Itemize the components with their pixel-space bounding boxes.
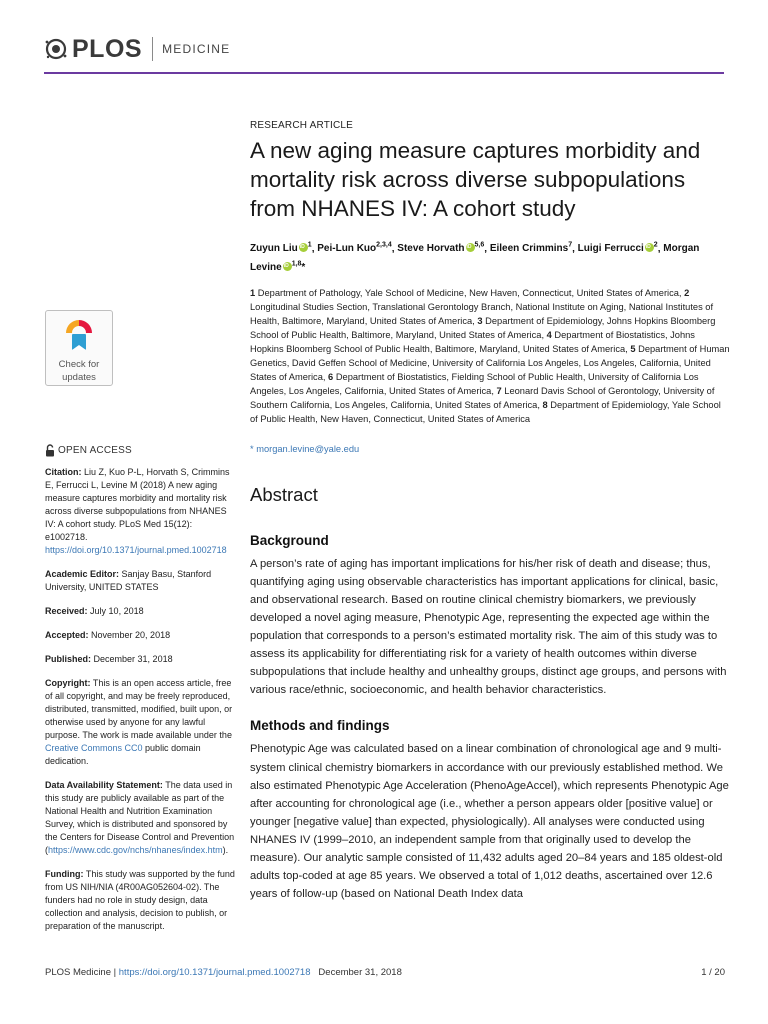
author[interactable]	[250, 243, 312, 254]
affiliation-number: 5	[630, 343, 639, 354]
cc0-link[interactable]: Creative Commons CC0	[45, 743, 143, 753]
affiliation-text: Department of Biostatistics, Johns Hopkins Bloomberg School of Public Health, Baltimore, Maryland, United States of America,	[250, 329, 695, 354]
affiliation-text: Department of Pathology, Yale School of Medicine, New Haven, Connecticut, United States of America,	[257, 287, 682, 298]
orcid-icon[interactable]	[645, 243, 654, 252]
author-affiliation-sup: 1,8	[291, 260, 302, 268]
nhanes-link[interactable]: https://www.cdc.gov/nchs/nhanes/index.htm	[48, 845, 223, 855]
article-main	[250, 120, 730, 903]
article-info-sidebar	[45, 466, 237, 944]
published-block	[45, 653, 237, 666]
abstract-heading: Abstract	[250, 483, 318, 505]
author-list: Zuyun LiuiD $^1$, Pei-Lun Kuo$^{2,3,4}$, Steve HorvathiD $^{5,6}$, Eileen Crimmins$^7$, Luigi FerrucciiD $^2$, Morgan LevineiD $^{1,8}$*	[250, 238, 730, 275]
affiliation-text: Department of Epidemiology, Johns Hopkins Bloomberg School of Public Health, Baltimore, Maryland, United States of America,	[250, 315, 716, 340]
crossmark-icon	[64, 318, 94, 352]
methods-heading: Methods and findings	[250, 718, 390, 734]
author-name: Morgan Levine	[250, 243, 700, 273]
footer-doi-link[interactable]: https://doi.org/10.1371/journal.pmed.1002718	[118, 967, 311, 978]
author-name: Luigi Ferrucci	[577, 243, 644, 255]
plos-logo-icon	[44, 37, 68, 61]
page-number: 1 / 20	[701, 967, 725, 978]
funding-label: Funding:	[45, 869, 84, 879]
data-availability-tail: ).	[222, 845, 229, 855]
author-affiliation-sup: 7	[568, 242, 573, 249]
data-availability-label: Data Availability Statement:	[45, 780, 163, 790]
editor-label: Academic Editor:	[45, 569, 120, 579]
copyright-label: Copyright:	[45, 678, 91, 688]
accepted-block	[45, 629, 237, 642]
accepted-date: November 20, 2018	[91, 630, 171, 640]
affiliation-number: 2	[684, 287, 690, 298]
affiliation-text: Department of Biostatistics, Fielding School of Public Health, University of California Los Angeles, Los Angeles, California, United States of America,	[250, 371, 699, 396]
affiliation-number: 4	[546, 329, 555, 340]
article-type: RESEARCH ARTICLE	[250, 120, 354, 131]
author-affiliation-sup: 2	[653, 242, 658, 249]
accepted-label: Accepted:	[45, 630, 89, 640]
received-label: Received:	[45, 606, 88, 616]
check-for-updates-badge[interactable]	[45, 310, 113, 386]
citation-text: Liu Z, Kuo P-L, Horvath S, Crimmins E, Ferrucci L, Levine M (2018) A new aging measure captures morbidity and mortality risk across diverse subpopulations from NHANES IV: A cohort study. PLoS Med 15(12): e1002718.	[45, 467, 230, 542]
copyright-text: This is an open access article, free of all copyright, and may be freely reproduced, distributed, transmitted, modified, built upon, or otherwise used by anyone for any lawful purpose. The work is made available under the	[45, 678, 233, 740]
footer-date: December 31, 2018	[318, 967, 402, 978]
editor-block	[45, 568, 237, 594]
affiliation-number: 3	[477, 315, 486, 326]
open-access-badge	[45, 444, 132, 457]
affiliation-text: Leonard Davis School of Gerontology, University of Southern California, Los Angeles, California, United States of America,	[250, 385, 715, 410]
data-availability-block	[45, 779, 237, 857]
author-name: Zuyun Liu	[250, 243, 298, 255]
received-date: July 10, 2018	[90, 606, 144, 616]
corresponding-mark: *	[301, 261, 306, 273]
orcid-icon[interactable]	[283, 262, 292, 271]
crossmark-line1: Check for	[58, 359, 100, 370]
funding-block	[45, 868, 237, 933]
author[interactable]	[397, 243, 484, 254]
background-text: A person’s rate of aging has important implications for his/her risk of death and disease; thus, quantifying aging using observable characteristics has important applications for clinical, basic, and observational research. Based on routine clinical chemistry biomarkers, we previously developed a novel aging measure, Phenotypic Age, representing the expected age within the population that corresponds to a person’s estimated mortality risk. The aim of this study was to assess its applicability for differentiating risk for a variety of health outcomes within diverse subpopulations that include healthy and unhealthy groups, distinct age groups, and persons with various race/ethnic, socioeconomic, and health behavior characteristics.	[250, 557, 727, 697]
citation-block	[45, 466, 237, 557]
published-date: December 31, 2018	[93, 654, 173, 664]
affiliation-number: 8	[542, 399, 551, 410]
funding-text: This study was supported by the fund from US NIH/NIA (4R00AG052604-02). The funders had no role in study design, data collection and analysis, decision to publish, or preparation of the manuscript.	[45, 869, 235, 931]
crossmark-line2: updates	[62, 372, 96, 383]
citation-label: Citation:	[45, 467, 82, 477]
copyright-tail: public domain dedication.	[45, 743, 201, 766]
brand-name: PLOS	[72, 34, 143, 63]
footer-journal: PLOS Medicine |	[45, 967, 117, 978]
affiliation-text: Longitudinal Studies Section, Translational Gerontology Branch, National Institute on Aging, National Institutes of Health, Baltimore, Maryland, United States of America,	[250, 301, 714, 326]
editor-text: Sanjay Basu, Stanford University, UNITED STATES	[45, 569, 212, 592]
received-block	[45, 605, 237, 618]
journal-name: MEDICINE	[162, 42, 231, 56]
author[interactable]	[578, 243, 658, 254]
author-name: Steve Horvath	[397, 243, 465, 255]
plos-medicine-logo	[44, 34, 230, 64]
author-name: Pei-Lun Kuo	[317, 243, 377, 255]
header-rule	[44, 72, 724, 74]
methods-text: Phenotypic Age was calculated based on a linear combination of chronological age and 9 multi-system clinical chemistry biomarkers in accordance with our previously established method. We also estimated Phenotypic Age Acceleration (PhenoAgeAccel), which represents Phenotypic Age after accounting for chronological age (i.e., whether a person appears older [positive value] or younger [negative value] than expected, physiologically). All analyses were conducted using NHANES IV (1999–2010, an independent sample from that originally used to develop the measure). Our analytic sample consisted of 11,432 adults aged 20–84 years and 185 oldest-old adults top-coded at age 85 years. We observed a total of 1,012 deaths, ascertained over 12.6 years of follow-up (based on National Death Index data	[250, 743, 729, 901]
affiliation-number: 7	[496, 385, 505, 396]
published-label: Published:	[45, 654, 92, 664]
citation-doi-link[interactable]: https://doi.org/10.1371/journal.pmed.1002718	[45, 545, 227, 555]
open-lock-icon	[45, 444, 55, 457]
article-title: A new aging measure captures morbidity and mortality risk across diverse subpopulations from NHANES IV: A cohort study	[250, 138, 701, 221]
affiliation-number: 6	[328, 371, 336, 382]
affiliation-list	[250, 286, 730, 426]
affiliation-text: Department of Epidemiology, Yale School of Public Health, New Haven, Connecticut, United States of America	[250, 399, 721, 424]
affiliation-text: Department of Human Genetics, David Geffen School of Medicine, University of California Los Angeles, Los Angeles, California, United States of America,	[250, 343, 730, 382]
affiliation-number: 1	[250, 287, 258, 298]
open-access-label: OPEN ACCESS	[58, 445, 132, 456]
page-footer	[45, 967, 725, 978]
orcid-icon[interactable]	[299, 243, 308, 252]
copyright-block	[45, 677, 237, 768]
author-affiliation-sup: 1	[307, 242, 312, 249]
author-name: Eileen Crimmins	[489, 243, 569, 255]
data-availability-text: The data used in this study are publicly available as part of the National Health and Nutrition Examination Survey, which is distributed and sponsored by the Centers for Disease Control and Prevention (	[45, 780, 235, 855]
logo-divider	[152, 37, 153, 61]
background-heading: Background	[250, 532, 329, 548]
author[interactable]	[490, 243, 572, 254]
corresponding-email[interactable]: * morgan.levine@yale.edu	[250, 443, 360, 454]
author[interactable]	[317, 243, 391, 254]
footer-left	[45, 967, 402, 978]
orcid-icon[interactable]	[466, 243, 475, 252]
author-affiliation-sup: 2,3,4	[376, 242, 392, 249]
author-affiliation-sup: 5,6	[474, 242, 485, 249]
